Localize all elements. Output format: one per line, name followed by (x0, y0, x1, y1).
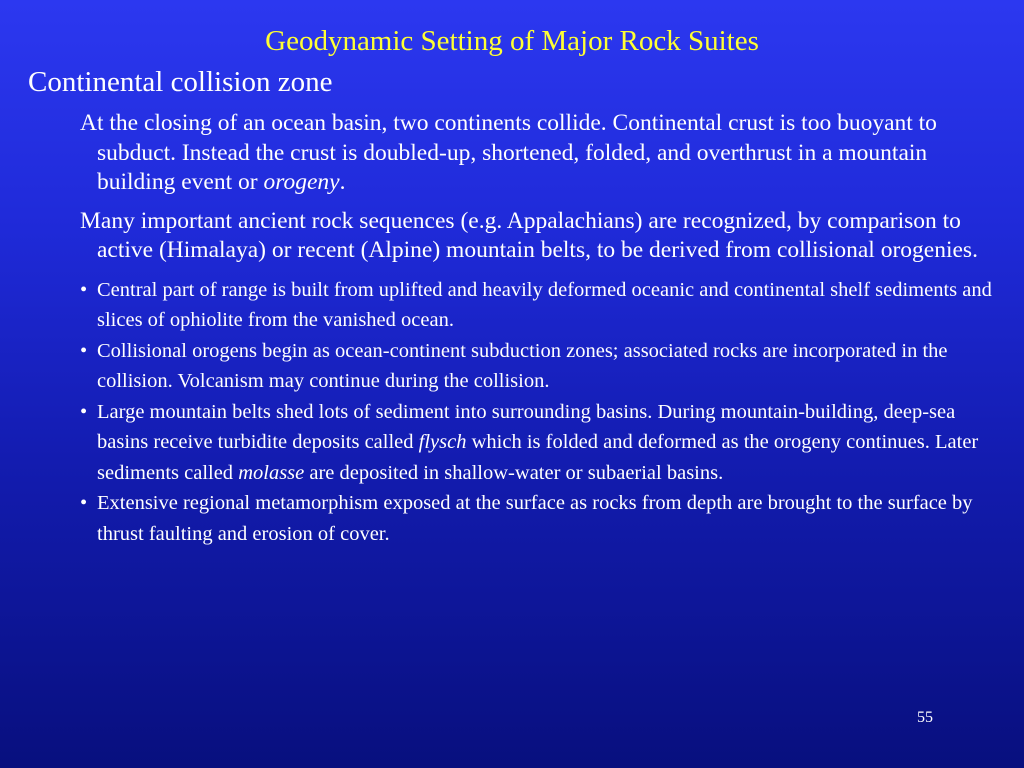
slide-body (80, 109, 995, 549)
bullet-text: Central part of range is built from uplifted and heavily deformed oceanic and continental shelf sediments and slices of ophiolite from the vanished ocean. (97, 278, 992, 331)
paragraph-text: At the closing of an ocean basin, two continents collide. Continental crust is too buoyant to subduct. Instead the crust is doubled-up, shortened, folded, and overthrust in a mountain building event or (80, 110, 937, 195)
bullet-icon: • (80, 400, 88, 423)
slide-title: Geodynamic Setting of Major Rock Suites (265, 25, 759, 57)
bullet-list (80, 275, 995, 550)
bullet-text: which is folded and deformed as the orogeny continues. Later sediments called (97, 431, 979, 484)
paragraph-ancient-sequences (80, 207, 995, 266)
paragraph-text: Many important ancient rock sequences (e.g. Appalachians) are recognized, by comparison to active (Himalaya) or recent (Alpine) mountain belts, to be derived from collisional orogenies. (80, 207, 978, 263)
paragraph-orogeny (80, 109, 995, 198)
emphasis-term: orogeny (263, 169, 340, 195)
bullet-icon: • (80, 278, 88, 301)
bullet-icon: • (80, 492, 88, 514)
section-heading: Continental collision zone (28, 66, 333, 98)
bullet-text: Collisional orogens begin as ocean-continent subduction zones; associated rocks are incorporated in the collision. Volcanism may continue during the collision. (97, 339, 948, 392)
emphasis-term: flysch (418, 431, 467, 453)
bullet-icon: • (80, 339, 88, 362)
bullet-item (80, 397, 995, 489)
page-number: 55 (917, 709, 933, 726)
paragraph-text: . (339, 169, 346, 195)
bullet-text: Extensive regional metamorphism exposed at the surface as rocks from depth are brought to the surface by thrust faulting and erosion of cover. (97, 492, 973, 545)
bullet-item (80, 336, 995, 397)
bullet-item (80, 488, 995, 549)
emphasis-term: molasse (238, 461, 305, 484)
bullet-text: Large mountain belts shed lots of sediment into surrounding basins. During mountain-building, deep-sea basins receive turbidite deposits called (97, 400, 956, 453)
bullet-text: are deposited in shallow-water or subaerial basins. (304, 461, 724, 484)
bullet-item (80, 275, 995, 336)
